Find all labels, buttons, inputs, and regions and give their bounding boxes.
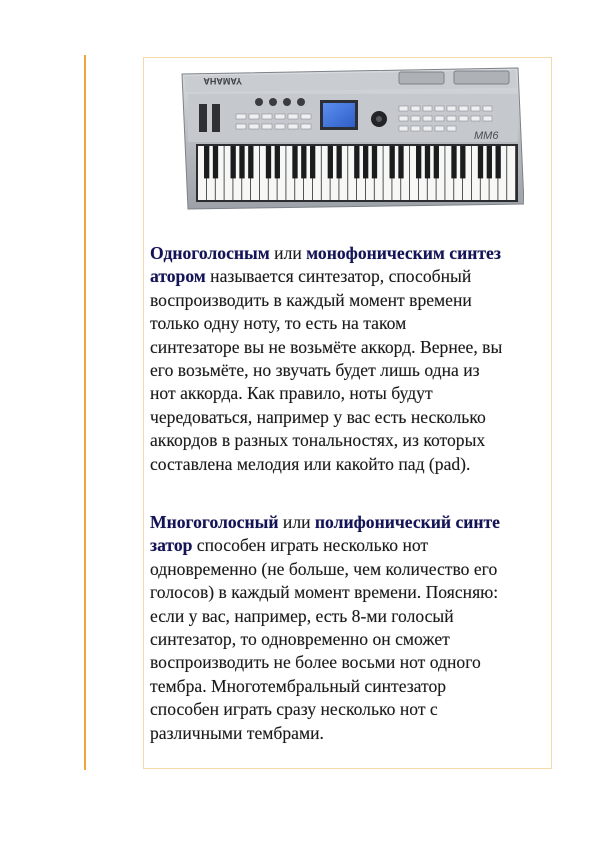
term-monophonic-2: монофоническим синтез [306, 243, 501, 263]
brand-logo: YAMAHA [203, 76, 242, 86]
term-polyphonic-2-cont: затор [150, 535, 193, 556]
black-key [363, 146, 368, 178]
paragraph-line: синтезаторе вы не возьмёте аккорд. Вернее, вы [150, 336, 503, 357]
black-key [292, 146, 297, 178]
paragraph-text: называется синтезатор, способный [205, 266, 472, 287]
paragraph-line: воспроизводить не более восьми нот одного [150, 652, 481, 673]
paragraph-line [150, 511, 550, 534]
black-key [390, 146, 395, 178]
paragraph-line [150, 265, 550, 288]
paragraph-line: аккордов в разных тональностях, из которых [150, 430, 486, 451]
paragraph-line: тембра. Многотембральный синтезатор [150, 675, 447, 696]
black-key [328, 146, 333, 178]
paragraph-line: голосов) в каждый момент времени. Поясняю: [150, 582, 499, 603]
term-polyphonic-2: полифонический синте [314, 512, 500, 532]
black-key [213, 146, 218, 178]
connector-text: или [278, 512, 315, 532]
term-monophonic-1: Одноголосным [150, 243, 270, 263]
black-key [434, 146, 439, 178]
paragraph-line: синтезатор, то одновременно он сможет [150, 629, 450, 650]
black-key [231, 146, 236, 178]
black-key [275, 146, 280, 178]
paragraph-line [150, 242, 550, 265]
paragraph-line: его возьмёте, но звучать будет лишь одна из [150, 360, 480, 381]
black-key [301, 146, 306, 178]
black-key [354, 146, 359, 178]
black-key [239, 146, 244, 178]
synthesizer-keyboard-icon [174, 64, 524, 214]
paragraph-line: чередоваться, например у вас есть несколько [150, 406, 486, 427]
synth-display-screen [323, 103, 355, 127]
paragraph-line: способен играть сразу несколько нот с [150, 699, 438, 720]
paragraph-text: способен играть несколько нот [192, 535, 429, 556]
black-key [416, 146, 421, 178]
paragraph-line: различными тембрами. [150, 722, 324, 743]
paragraph-line [150, 534, 550, 557]
black-key [337, 146, 342, 178]
paragraph-monophonic [150, 242, 550, 476]
term-monophonic-2-cont: атором [150, 266, 206, 287]
black-key [460, 146, 465, 178]
page-margin-line [84, 55, 86, 770]
black-key [372, 146, 377, 178]
paragraph-line: составлена мелодия или какойто пад (pad). [150, 453, 471, 474]
model-label: MM6 [474, 130, 499, 142]
paragraph-line: воспроизводить в каждый момент времени [150, 289, 472, 310]
black-key [425, 146, 430, 178]
black-key [478, 146, 483, 178]
black-key [310, 146, 315, 178]
paragraph-line: одновременно (не больше, чем количество его [150, 558, 498, 579]
black-key [248, 146, 253, 178]
connector-text: или [269, 243, 307, 263]
paragraph-line: нот аккорда. Как правило, ноты будут [150, 383, 433, 404]
synthesizer-image [174, 64, 524, 214]
black-key [496, 146, 501, 178]
black-key [266, 146, 271, 178]
black-key [204, 146, 209, 178]
black-key [487, 146, 492, 178]
paragraph-line: если у вас, например, есть 8-ми голосый [150, 605, 454, 626]
paragraph-line: только одну ноту, то есть на таком [150, 313, 407, 334]
term-polyphonic-1: Многоголосный [150, 512, 279, 532]
paragraph-polyphonic [150, 511, 550, 745]
content-frame [143, 57, 552, 769]
white-key [507, 146, 515, 200]
black-key [398, 146, 403, 178]
black-key [451, 146, 456, 178]
